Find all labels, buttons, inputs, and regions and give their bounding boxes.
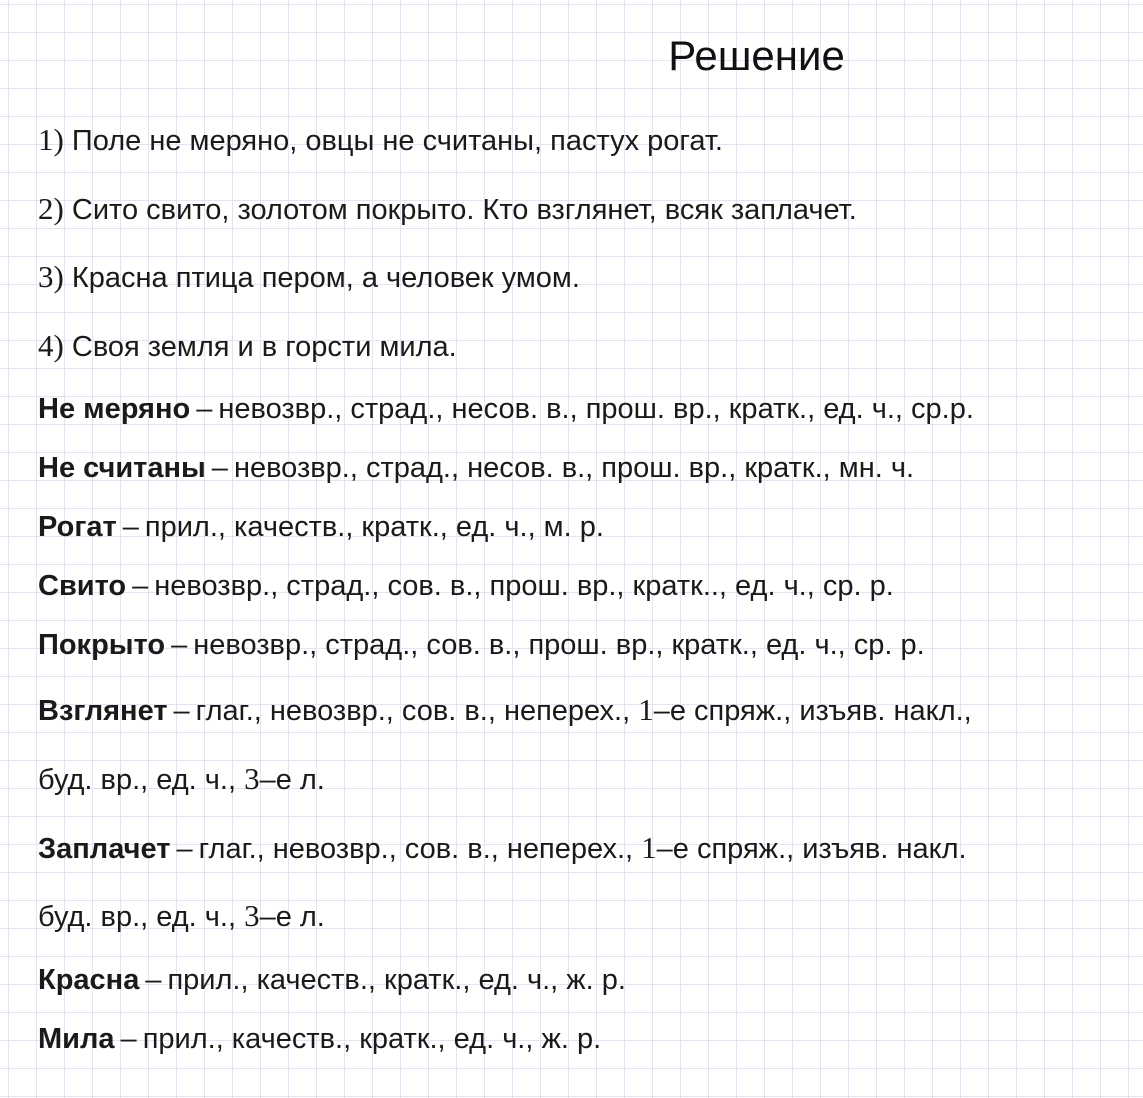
dash: –: [211, 452, 228, 484]
analysis-term: Не меряно: [38, 393, 191, 425]
conjugation-number: 1: [641, 830, 657, 865]
sentence-number: 4): [38, 328, 64, 363]
analysis-row: [38, 450, 914, 486]
sentence-number: 3): [38, 259, 64, 294]
sentence-number: 2): [38, 191, 64, 226]
person-number: 3: [244, 761, 260, 796]
sentence-1: [38, 122, 723, 159]
analysis-row: [38, 962, 626, 998]
analysis-desc: глаг., невозвр., сов. в., неперех.,: [198, 833, 642, 865]
dash: –: [120, 1023, 137, 1055]
analysis-desc: буд. вр., ед. ч.,: [38, 901, 245, 933]
sentence-text: Сито свито, золотом покрыто. Кто взглянет, всяк заплачет.: [63, 194, 857, 226]
analysis-row: [38, 692, 972, 729]
analysis-row: [38, 509, 604, 545]
page-title: Решение: [668, 32, 845, 79]
sentence-number: 1): [38, 122, 64, 157]
analysis-row: [38, 627, 925, 663]
analysis-row: [38, 830, 967, 867]
analysis-desc: буд. вр., ед. ч.,: [38, 764, 245, 796]
dash: –: [173, 695, 190, 727]
analysis-desc: невозвр., страд., сов. в., прош. вр., кратк., ед. ч., ср. р.: [193, 629, 925, 661]
sentence-3: [38, 259, 580, 296]
analysis-desc: –е л.: [259, 901, 325, 933]
analysis-desc: невозвр., страд., несов. в., прош. вр., кратк., мн. ч.: [233, 452, 915, 484]
sentence-text: Красна птица пером, а человек умом.: [63, 262, 580, 294]
analysis-desc: прил., качеств., кратк., ед. ч., м. р.: [144, 511, 604, 543]
analysis-desc: глаг., невозвр., сов. в., неперех.,: [195, 695, 639, 727]
dash: –: [132, 570, 149, 602]
analysis-desc: –е спряж., изъяв. накл.: [656, 833, 967, 865]
analysis-term: Не считаны: [38, 452, 206, 484]
analysis-term: Взглянет: [38, 695, 168, 727]
analysis-row-continued: [38, 761, 325, 798]
analysis-row: [38, 1021, 601, 1057]
analysis-desc: –е спряж., изъяв. накл.,: [653, 695, 972, 727]
dash: –: [176, 833, 193, 865]
sentence-text: Своя земля и в горсти мила.: [63, 331, 457, 363]
analysis-desc: прил., качеств., кратк., ед. ч., ж. р.: [167, 964, 626, 996]
analysis-desc: –е л.: [259, 764, 325, 796]
analysis-term: Красна: [38, 964, 140, 996]
sentence-2: [38, 191, 857, 228]
analysis-desc: невозвр., страд., сов. в., прош. вр., кратк.., ед. ч., ср. р.: [154, 570, 894, 602]
conjugation-number: 1: [638, 692, 654, 727]
analysis-term: Мила: [38, 1023, 115, 1055]
analysis-row: [38, 391, 974, 427]
dash: –: [145, 964, 162, 996]
analysis-term: Заплачет: [38, 833, 171, 865]
analysis-term: Рогат: [38, 511, 117, 543]
sentence-4: [38, 328, 457, 365]
analysis-term: Покрыто: [38, 629, 166, 661]
sentence-text: Поле не меряно, овцы не считаны, пастух рогат.: [63, 125, 723, 157]
analysis-desc: невозвр., страд., несов. в., прош. вр., кратк., ед. ч., ср.р.: [218, 393, 974, 425]
analysis-term: Свито: [38, 570, 127, 602]
dash: –: [196, 393, 213, 425]
analysis-desc: прил., качеств., кратк., ед. ч., ж. р.: [142, 1023, 602, 1055]
dash: –: [122, 511, 139, 543]
analysis-row: [38, 568, 894, 604]
analysis-row-continued: [38, 898, 325, 935]
person-number: 3: [244, 898, 260, 933]
dash: –: [171, 629, 188, 661]
